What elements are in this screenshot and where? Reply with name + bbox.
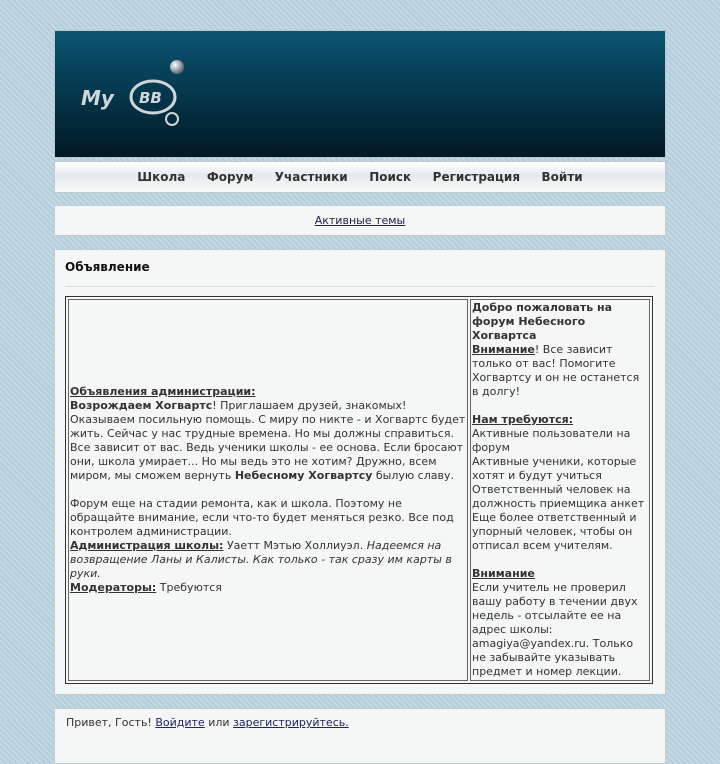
need-item: Ответственный человек на должность приемщика анкет — [472, 483, 645, 510]
need-item: Активные ученики, которые хотят и будут учиться — [472, 455, 637, 482]
nav-forum[interactable]: Форум — [206, 170, 254, 184]
attention-label-2: Внимание — [472, 567, 535, 580]
divider — [65, 286, 655, 287]
nav-register[interactable]: Регистрация — [432, 170, 521, 184]
mybb-logo — [79, 55, 189, 129]
announcement-table — [65, 296, 653, 684]
register-link[interactable]: зарегистрируйтесь. — [233, 716, 349, 729]
or-text: или — [204, 716, 234, 729]
login-link[interactable]: Войдите — [155, 716, 205, 729]
nav-login[interactable]: Войти — [541, 170, 583, 184]
welcome-text: Добро пожаловать на форум Небесного Хогвартса — [472, 301, 613, 342]
announcement-panel — [54, 249, 666, 695]
admin-name: Уаетт Мэтью Холлиуэл. — [223, 539, 367, 552]
nav-members[interactable]: Участники — [274, 170, 348, 184]
intro-text: ! Приглашаем друзей, знакомых! Оказываем посильную помощь. С миру по никте - и Хогвартс будет жить. Сейчас у нас трудные времена. Но мы должны справиться. Все зависит от вас. Ведь ученики школы - ее основа. Если бросают они, школа умирает... Но мы ведь это не хотим? Дружно, всем миром, мы сможем вернуть — [70, 399, 466, 482]
active-topics-link[interactable]: Активные темы — [314, 214, 406, 227]
nav-school[interactable]: Школа — [137, 170, 186, 184]
revive-text: Возрождаем Хогвартс — [70, 399, 213, 412]
announcement-left-cell — [68, 299, 468, 681]
svg-text:My: My — [81, 86, 114, 110]
need-item: Активные пользователи на форум — [472, 427, 631, 454]
intro-end-text: былую славу. — [372, 469, 454, 482]
admin-announcements-heading: Объявления администрации: — [70, 385, 256, 398]
nav-search[interactable]: Поиск — [369, 170, 412, 184]
attention-label-1: Внимание — [472, 343, 535, 356]
need-item: Еще более ответственный и упорный человек, чтобы он отписал всем учителям. — [472, 511, 637, 552]
guest-welcome-bar — [54, 708, 666, 764]
main-navigation — [54, 161, 666, 193]
guest-greeting: Привет, Гость! — [66, 716, 156, 729]
heavenly-text: Небесному Хогвартсу — [234, 469, 373, 482]
admin-note: Надеемся на возвращение Ланы и Калисты. Как только - так сразу им карты в руки. — [70, 539, 452, 580]
forum-header — [54, 30, 666, 158]
moderators-label: Модераторы: — [70, 581, 157, 594]
svg-text:BB: BB — [139, 89, 162, 107]
admin-label: Администрация школы: — [70, 539, 224, 552]
need-label: Нам требуются: — [472, 413, 574, 426]
active-topics-bar — [54, 205, 666, 236]
attention-text-2: Если учитель не проверил вашу работу в течении двух недель - отсылайте ее на адрес школы: amagiya@yandex.ru. Только не забывайте указывать предмет и номер лекции. — [472, 581, 638, 678]
moderators-value: Требуются — [156, 581, 222, 594]
announcement-right-cell — [470, 299, 650, 681]
attention-text-1: ! Все зависит только от вас! Помогите Хогвартсу и он не останется в долгу! — [472, 343, 640, 398]
announcement-title: Объявление — [65, 260, 150, 274]
repair-text: Форум еще на стадии ремонта, как и школа. Поэтому не обращайте внимание, если что-то будет меняться резко. Все под контролем администрации. — [70, 497, 454, 538]
